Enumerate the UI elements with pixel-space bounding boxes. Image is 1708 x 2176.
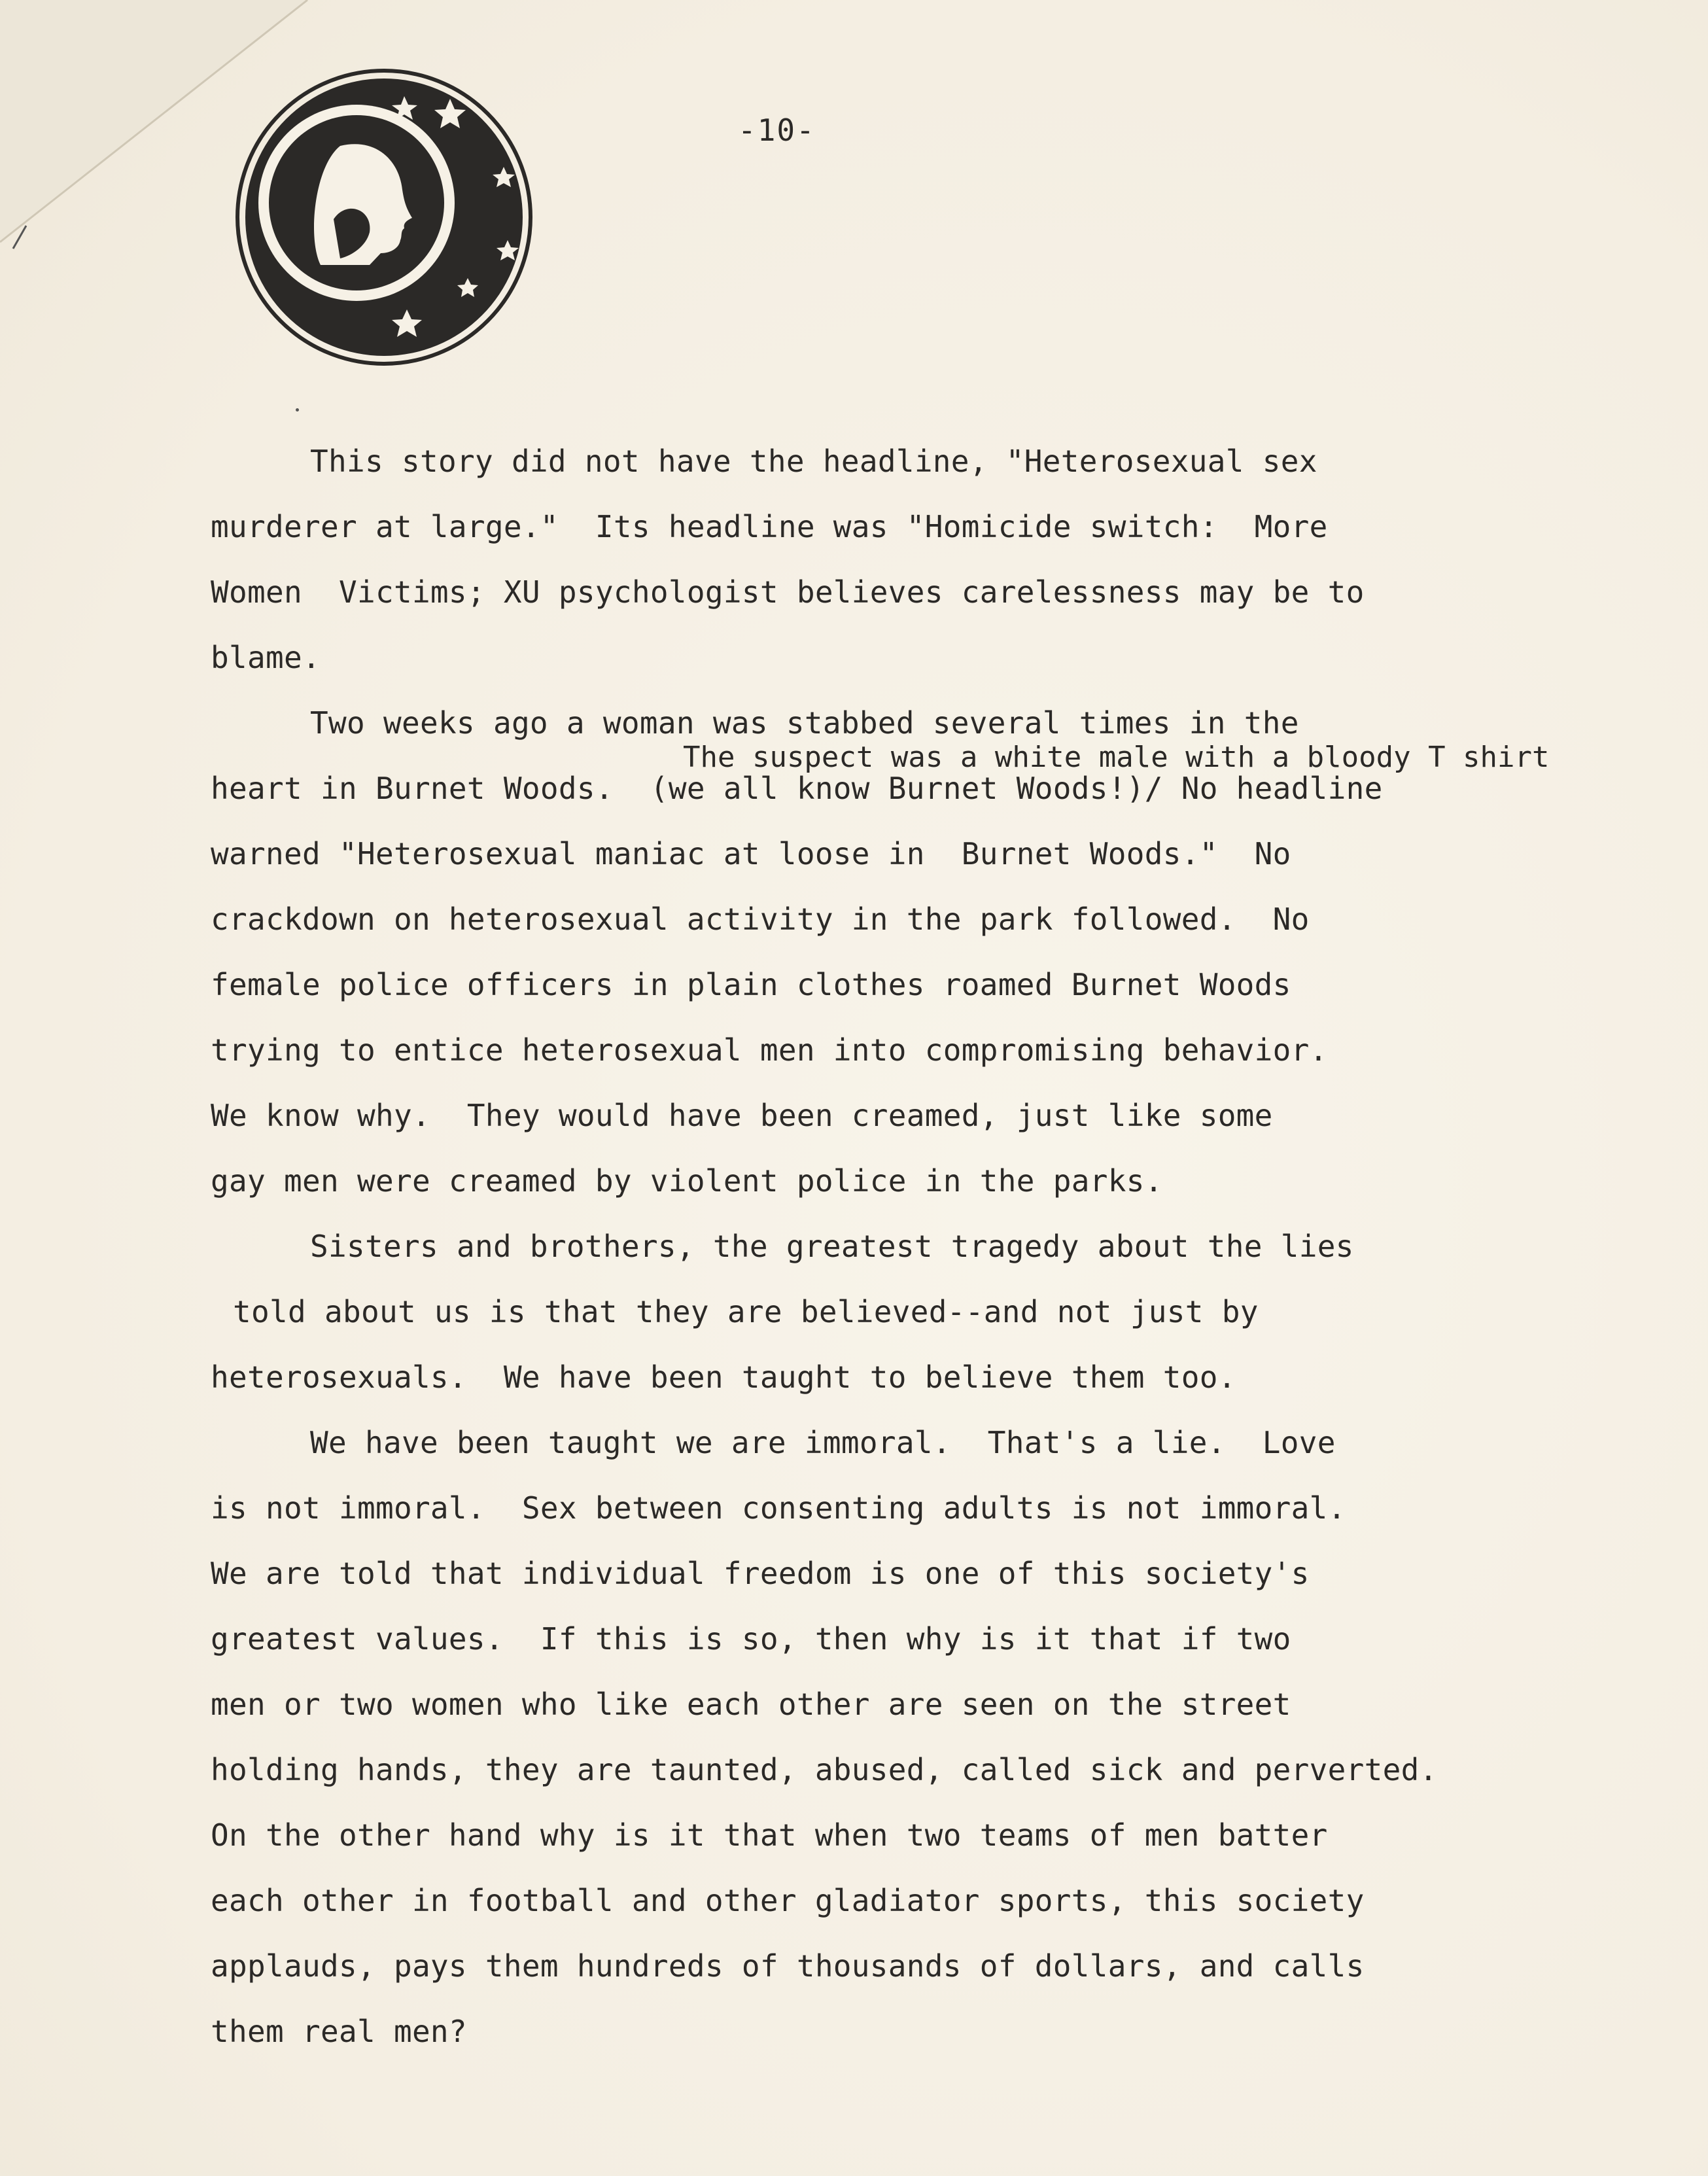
moon-woman-logo-icon: [235, 69, 533, 366]
page-number: -10-: [738, 113, 816, 148]
text-line: heterosexuals. We have been taught to believe them too.: [211, 1360, 1236, 1395]
text-line: holding hands, they are taunted, abused, called sick and perverted.: [211, 1752, 1438, 1787]
text-line: them real men?: [211, 2014, 467, 2049]
text-line: applauds, pays them hundreds of thousands of dollars, and calls: [211, 1948, 1365, 1984]
text-line: Two weeks ago a woman was stabbed several times in the: [310, 705, 1299, 741]
text-line: blame.: [211, 640, 321, 675]
text-line: We know why. They would have been creamed, just like some: [211, 1098, 1273, 1133]
ink-speck: [296, 408, 299, 412]
text-line: trying to entice heterosexual men into compromising behavior.: [211, 1032, 1328, 1068]
text-line: greatest values. If this is so, then why is it that if two: [211, 1621, 1291, 1657]
text-line: each other in football and other gladiator sports, this society: [211, 1883, 1365, 1918]
text-line: heart in Burnet Woods. (we all know Burnet Woods!)/ No headline: [211, 771, 1383, 806]
text-line: This story did not have the headline, "Heterosexual sex: [310, 444, 1317, 479]
text-line: On the other hand why is it that when two teams of men batter: [211, 1817, 1328, 1853]
text-line: men or two women who like each other are seen on the street: [211, 1687, 1291, 1722]
text-line: female police officers in plain clothes roamed Burnet Woods: [211, 967, 1291, 1002]
text-line: is not immoral. Sex between consenting adults is not immoral.: [211, 1490, 1346, 1526]
text-line: told about us is that they are believed--and not just by: [233, 1294, 1259, 1329]
text-line: Sisters and brothers, the greatest tragedy about the lies: [310, 1229, 1354, 1264]
inserted-line: The suspect was a white male with a bloody T shirt: [683, 741, 1550, 774]
text-line: warned "Heterosexual maniac at loose in Burnet Woods." No: [211, 836, 1291, 871]
text-line: Women Victims; XU psychologist believes carelessness may be to: [211, 574, 1365, 610]
text-line: gay men were creamed by violent police in the parks.: [211, 1163, 1163, 1199]
text-line: We are told that individual freedom is one of this society's: [211, 1556, 1310, 1591]
text-line: We have been taught we are immoral. That's a lie. Love: [310, 1425, 1336, 1460]
text-line: crackdown on heterosexual activity in the park followed. No: [211, 902, 1310, 937]
text-line: murderer at large." Its headline was "Homicide switch: More: [211, 509, 1328, 544]
